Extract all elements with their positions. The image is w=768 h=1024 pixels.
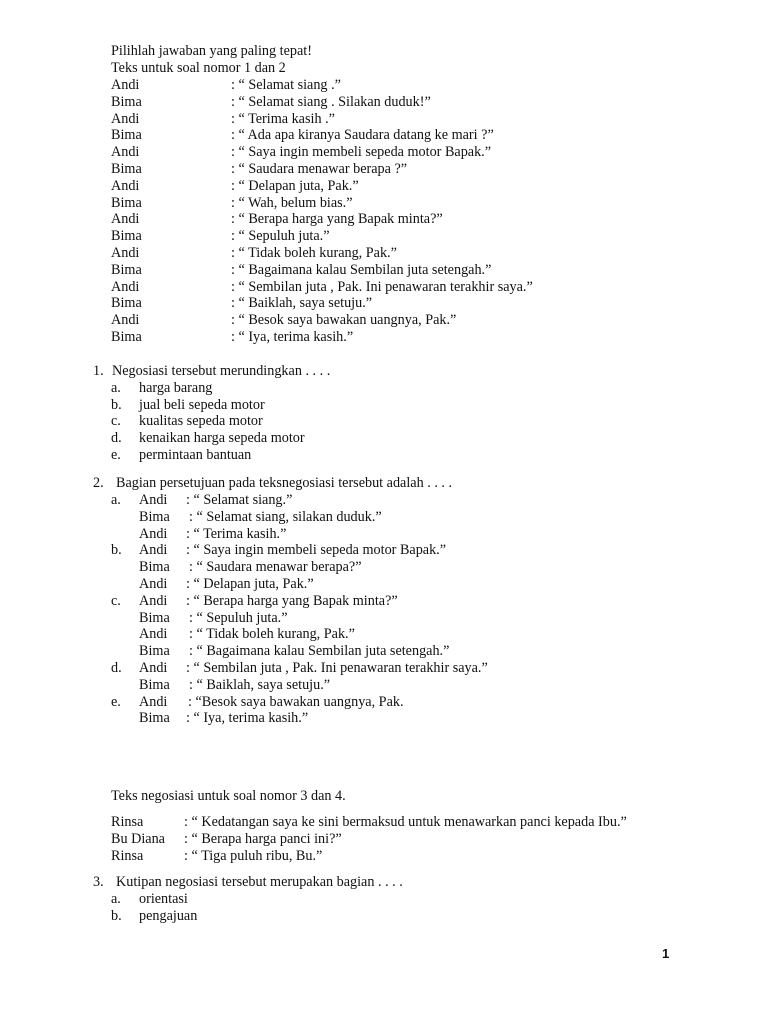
utterance: : “ Selamat siang, silakan duduk.” bbox=[189, 509, 382, 525]
utterance: : “ Bagaimana kalau Sembilan juta setengah.” bbox=[189, 643, 450, 659]
speaker: Bima bbox=[139, 677, 170, 693]
utterance: : “ Sembilan juta , Pak. Ini penawaran terakhir saya.” bbox=[186, 660, 488, 676]
text-heading-1: Teks untuk soal nomor 1 dan 2 bbox=[111, 60, 286, 76]
utterance: : “Besok saya bawakan uangnya, Pak. bbox=[188, 694, 404, 710]
utterance: : “ Tidak boleh kurang, Pak.” bbox=[189, 626, 355, 642]
utterance: : “ Selamat siang .” bbox=[231, 77, 341, 93]
speaker: Andi bbox=[139, 660, 168, 676]
option-letter: e. bbox=[111, 694, 121, 710]
utterance: : “ Delapan juta, Pak.” bbox=[186, 576, 314, 592]
utterance: : “ Wah, belum bias.” bbox=[231, 195, 353, 211]
speaker: Bima bbox=[111, 195, 142, 211]
utterance: : “ Iya, terima kasih.” bbox=[231, 329, 354, 345]
option-letter: c. bbox=[111, 593, 121, 609]
question-number: 2. bbox=[93, 475, 104, 491]
speaker: Andi bbox=[139, 626, 168, 642]
speaker: Bima bbox=[111, 94, 142, 110]
speaker: Andi bbox=[111, 279, 140, 295]
utterance: : “ Berapa harga panci ini?” bbox=[184, 831, 342, 847]
utterance: : “ Saudara menawar berapa?” bbox=[189, 559, 362, 575]
question-text: Negosiasi tersebut merundingkan . . . . bbox=[112, 363, 331, 379]
speaker: Rinsa bbox=[111, 814, 144, 830]
question-number: 3. bbox=[93, 874, 104, 890]
speaker: Bima bbox=[111, 262, 142, 278]
speaker: Andi bbox=[111, 111, 140, 127]
utterance: : “ Saudara menawar berapa ?” bbox=[231, 161, 408, 177]
option-text: kualitas sepeda motor bbox=[139, 413, 263, 429]
option-text: harga barang bbox=[139, 380, 213, 396]
utterance: : “ Besok saya bawakan uangnya, Pak.” bbox=[231, 312, 457, 328]
option-letter: a. bbox=[111, 891, 121, 907]
option-letter: d. bbox=[111, 430, 122, 446]
speaker: Bima bbox=[139, 610, 170, 626]
speaker: Andi bbox=[111, 312, 140, 328]
option-letter: a. bbox=[111, 380, 121, 396]
speaker: Bima bbox=[139, 710, 170, 726]
text-heading-2: Teks negosiasi untuk soal nomor 3 dan 4. bbox=[111, 788, 346, 804]
speaker: Bima bbox=[111, 295, 142, 311]
option-letter: d. bbox=[111, 660, 122, 676]
option-letter: b. bbox=[111, 397, 122, 413]
option-text: orientasi bbox=[139, 891, 188, 907]
speaker: Bu Diana bbox=[111, 831, 165, 847]
speaker: Andi bbox=[111, 178, 140, 194]
utterance: : “ Sepuluh juta.” bbox=[231, 228, 330, 244]
speaker: Andi bbox=[139, 542, 168, 558]
utterance: : “ Baiklah, saya setuju.” bbox=[231, 295, 373, 311]
utterance: : “ Saya ingin membeli sepeda motor Bapak.” bbox=[186, 542, 447, 558]
question-text: Bagian persetujuan pada teksnegosiasi tersebut adalah . . . . bbox=[116, 475, 453, 491]
option-letter: b. bbox=[111, 908, 122, 924]
utterance: : “ Sepuluh juta.” bbox=[189, 610, 288, 626]
speaker: Bima bbox=[139, 509, 170, 525]
speaker: Bima bbox=[111, 127, 142, 143]
utterance: : “ Selamat siang . Silakan duduk!” bbox=[231, 94, 431, 110]
utterance: : “ Saya ingin membeli sepeda motor Bapak.” bbox=[231, 144, 492, 160]
speaker: Andi bbox=[111, 245, 140, 261]
utterance: : “ Iya, terima kasih.” bbox=[186, 710, 309, 726]
utterance: : “ Terima kasih.” bbox=[186, 526, 287, 542]
speaker: Andi bbox=[111, 144, 140, 160]
speaker: Bima bbox=[111, 161, 142, 177]
speaker: Andi bbox=[139, 593, 168, 609]
utterance: : “ Berapa harga yang Bapak minta?” bbox=[186, 593, 398, 609]
utterance: : “ Baiklah, saya setuju.” bbox=[189, 677, 331, 693]
speaker: Bima bbox=[139, 559, 170, 575]
question-number: 1. bbox=[93, 363, 104, 379]
instruction-text: Pilihlah jawaban yang paling tepat! bbox=[111, 43, 312, 59]
utterance: : “ Bagaimana kalau Sembilan juta setengah.” bbox=[231, 262, 492, 278]
utterance: : “ Selamat siang.” bbox=[186, 492, 293, 508]
option-letter: a. bbox=[111, 492, 121, 508]
speaker: Andi bbox=[139, 526, 168, 542]
utterance: : “ Terima kasih .” bbox=[231, 111, 335, 127]
utterance: : “ Delapan juta, Pak.” bbox=[231, 178, 359, 194]
utterance: : “ Ada apa kiranya Saudara datang ke mari ?” bbox=[231, 127, 494, 143]
option-letter: c. bbox=[111, 413, 121, 429]
option-text: kenaikan harga sepeda motor bbox=[139, 430, 305, 446]
utterance: : “ Berapa harga yang Bapak minta?” bbox=[231, 211, 443, 227]
utterance: : “ Tiga puluh ribu, Bu.” bbox=[184, 848, 323, 864]
utterance: : “ Tidak boleh kurang, Pak.” bbox=[231, 245, 397, 261]
speaker: Bima bbox=[111, 228, 142, 244]
speaker: Bima bbox=[111, 329, 142, 345]
speaker: Andi bbox=[139, 694, 168, 710]
question-text: Kutipan negosiasi tersebut merupakan bagian . . . . bbox=[116, 874, 403, 890]
speaker: Bima bbox=[139, 643, 170, 659]
option-text: pengajuan bbox=[139, 908, 198, 924]
utterance: : “ Sembilan juta , Pak. Ini penawaran terakhir saya.” bbox=[231, 279, 533, 295]
option-letter: e. bbox=[111, 447, 121, 463]
utterance: : “ Kedatangan saya ke sini bermaksud untuk menawarkan panci kepada Ibu.” bbox=[184, 814, 627, 830]
option-text: jual beli sepeda motor bbox=[139, 397, 265, 413]
option-text: permintaan bantuan bbox=[139, 447, 252, 463]
page-number: 1 bbox=[662, 946, 670, 961]
option-letter: b. bbox=[111, 542, 122, 558]
speaker: Andi bbox=[111, 211, 140, 227]
speaker: Andi bbox=[139, 492, 168, 508]
speaker: Andi bbox=[139, 576, 168, 592]
speaker: Andi bbox=[111, 77, 140, 93]
speaker: Rinsa bbox=[111, 848, 144, 864]
